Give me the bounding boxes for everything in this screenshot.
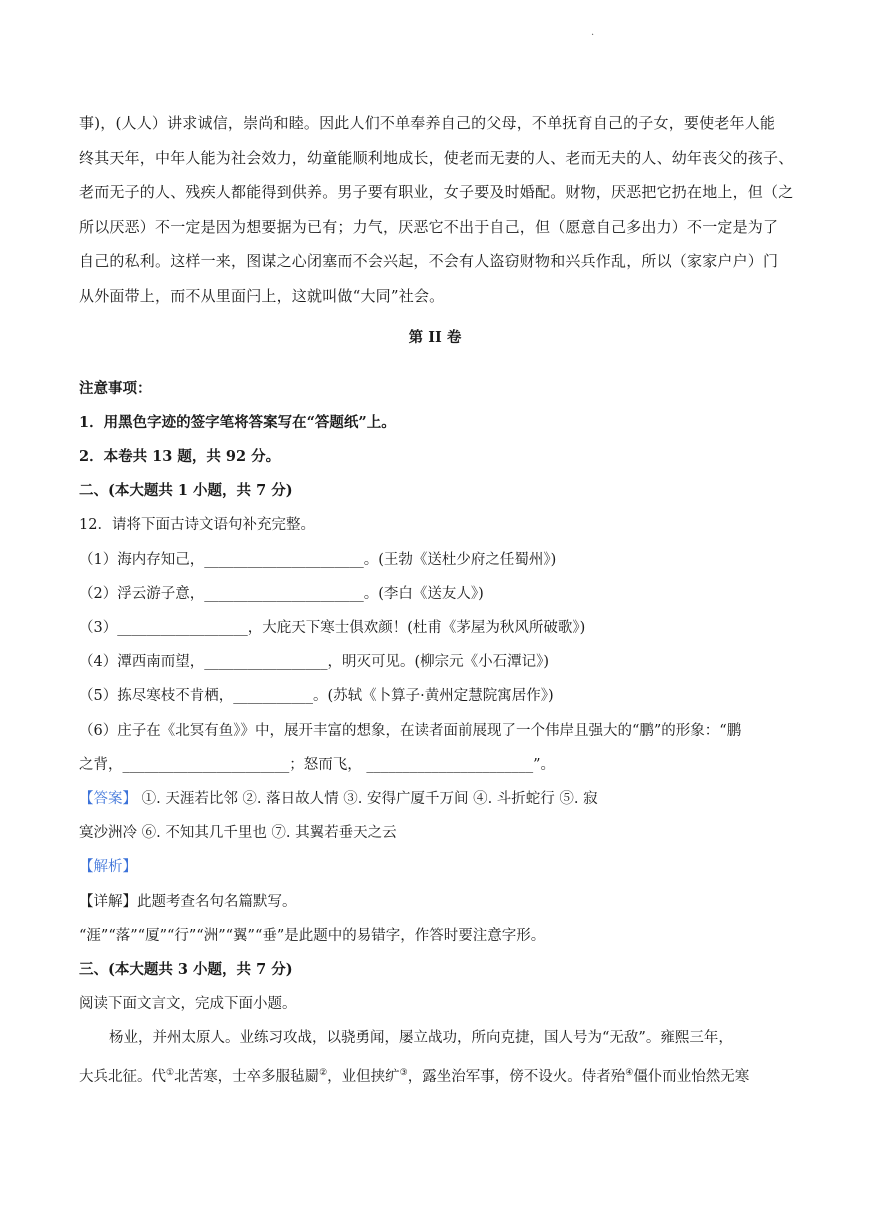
fill-blank-item: （4）潭西南而望，_________________，明灭可见。(柳宗元《小石潭记》) — [79, 654, 550, 671]
fill-blank-item: 之背，_______________________；怒而飞， _______________________”。 — [79, 756, 556, 773]
footnote-marker: ② — [319, 1067, 328, 1078]
question-stem: 12．请将下面古诗文语句补充完整。 — [79, 517, 315, 534]
translation-line: 自己的私利。这样一来，图谋之心闭塞而不会兴起，不会有人盗窃财物和兴兵作乱，所以（家家户户）门 — [79, 252, 779, 271]
instruction-text: 阅读下面文言文，完成下面小题。 — [79, 996, 297, 1013]
passage-text: 北苦寒，士卒多服毡罽 — [174, 1068, 320, 1085]
translation-line: 终其天年，中年人能为社会效力，幼童能顺利地成长，使老而无妻的人、老而无夫的人、幼年丧父的孩子、 — [79, 148, 794, 167]
detail-text: 【详解】此题考查名句名篇默写。 — [79, 893, 297, 910]
answer-text: ①. 天涯若比邻 ②. 落日故人情 ③. 安得广厦千万间 ④. 斗折蛇行 ⑤. 寂 — [137, 791, 598, 807]
notice-heading: 注意事项： — [79, 379, 152, 397]
fill-blank-item: （3）__________________，大庇天下寒士俱欢颜！(杜甫《茅屋为秋风所破歌》) — [79, 619, 586, 636]
passage-line — [79, 1056, 791, 1094]
passage-text: 僵仆而业怡然无寒 — [633, 1068, 750, 1085]
notice-item: 2．本卷共 13 题，共 92 分。 — [79, 447, 281, 465]
translation-paragraph — [79, 106, 794, 314]
answer-continuation: 寞沙洲冷 ⑥. 不知其几千里也 ⑦. 其翼若垂天之云 — [79, 825, 397, 842]
footnote-marker: ④ — [625, 1067, 634, 1078]
passage-text: 大兵北征。代 — [79, 1068, 166, 1085]
top-mark: · — [591, 30, 595, 41]
translation-line: 老而无子的人、残疾人都能得到供养。男子要有职业，女子要及时婚配。财物，厌恶把它扔在地上，但（之 — [79, 183, 794, 202]
passage-line: 杨业，并州太原人。业练习攻战，以骁勇闻，屡立战功，所向克捷，国人号为“无敌”。雍熙三年， — [109, 1030, 733, 1047]
translation-line: 从外面带上，而不从里面闩上，这就叫做“大同”社会。 — [79, 286, 445, 305]
translation-line: 事)，(人人）讲求诚信，崇尚和睦。因此人们不单奉养自己的父母，不单抚育自己的子女，要使老年人能 — [79, 114, 776, 132]
volume-title: 第 II 卷 — [408, 328, 462, 346]
fill-blank-item: （5）拣尽寒枝不肯栖，___________。(苏轼《卜算子·黄州定慧院寓居作》) — [79, 688, 554, 705]
detail-text: “涯”“落”“厦”“行”“洲”“翼”“垂”是此题中的易错字，作答时要注意字形。 — [79, 927, 546, 944]
page-content — [79, 106, 794, 1094]
answer-row — [79, 782, 791, 816]
analysis-label: 【解析】 — [79, 859, 137, 876]
notice-item: 1．用黑色字迹的签字笔将答案写在“答题纸”上。 — [79, 413, 396, 431]
footnote-marker: ③ — [399, 1067, 408, 1078]
fill-blank-item: （1）海内存知己，______________________。(王勃《送杜少府之任蜀州》) — [79, 551, 557, 568]
section-heading: 三、(本大题共 3 小题，共 7 分) — [79, 961, 293, 979]
fill-blank-item: （2）浮云游子意，______________________。(李白《送友人》) — [79, 585, 484, 602]
answer-label: 【答案】 — [79, 791, 137, 807]
passage-text: ，业但挟纩 — [327, 1068, 400, 1085]
section-heading: 二、(本大题共 1 小题，共 7 分) — [79, 482, 293, 500]
translation-line: 所以厌恶）不一定是因为想要据为已有；力气，厌恶它不出于自己，但（愿意自己多出力）不一定是为了 — [79, 217, 779, 236]
fill-blank-item: （6）庄子在《北冥有鱼》》中，展开丰富的想象，在读者面前展现了一个伟岸且强大的“鹏”的形象：“鹏 — [79, 722, 742, 739]
footnote-marker: ① — [166, 1067, 175, 1078]
passage-text: ，露坐治军事，傍不设火。侍者殆 — [407, 1068, 626, 1085]
